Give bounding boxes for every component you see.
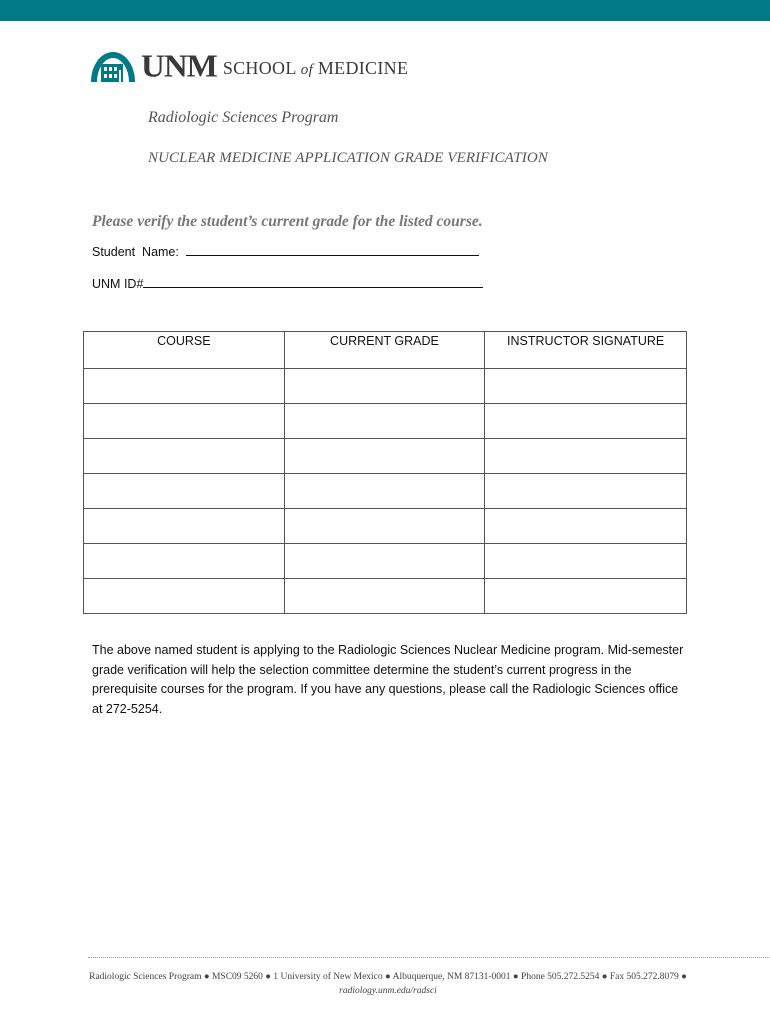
course-cell[interactable] [84, 369, 285, 404]
table-header-row [84, 332, 687, 369]
unm-id-label: UNM ID# [92, 277, 144, 291]
logo-unm-text: UNM [141, 49, 217, 85]
signature-cell[interactable] [485, 544, 687, 579]
header-current-grade: CURRENT GRADE [284, 332, 485, 369]
instruction-text: Please verify the student’s current grade for the listed course. [92, 213, 483, 230]
grade-cell[interactable] [284, 474, 485, 509]
course-cell[interactable] [84, 474, 285, 509]
grade-cell[interactable] [284, 404, 485, 439]
course-cell[interactable] [84, 579, 285, 614]
signature-cell[interactable] [485, 579, 687, 614]
footer-url: radiology.unm.edu/radsci [339, 986, 437, 996]
table-row [84, 369, 687, 404]
signature-cell[interactable] [485, 474, 687, 509]
header-course: COURSE [84, 332, 285, 369]
table-row [84, 509, 687, 544]
course-cell[interactable] [84, 544, 285, 579]
course-cell[interactable] [84, 439, 285, 474]
signature-cell[interactable] [485, 439, 687, 474]
signature-cell[interactable] [485, 509, 687, 544]
unm-building-arc-icon [89, 48, 137, 84]
program-title: Radiologic Sciences Program [148, 109, 339, 126]
grade-cell[interactable] [284, 509, 485, 544]
form-title: NUCLEAR MEDICINE APPLICATION GRADE VERIFICATION [148, 150, 548, 166]
table-row [84, 544, 687, 579]
table-row [84, 579, 687, 614]
table-row [84, 439, 687, 474]
top-banner-bar [0, 0, 770, 21]
footer [88, 970, 688, 998]
student-name-label: Student Name: [92, 245, 186, 259]
footer-divider [88, 957, 770, 958]
student-name-field [92, 244, 479, 259]
grade-table [83, 331, 687, 614]
signature-cell[interactable] [485, 404, 687, 439]
unm-id-input-line[interactable] [143, 276, 483, 288]
grade-cell[interactable] [284, 369, 485, 404]
logo-school-text: SCHOOL of MEDICINE [222, 58, 409, 78]
signature-cell[interactable] [485, 369, 687, 404]
unm-id-field [92, 276, 483, 291]
table-row [84, 404, 687, 439]
header-instructor-signature: INSTRUCTOR SIGNATURE [485, 332, 687, 369]
grade-cell[interactable] [284, 439, 485, 474]
grade-cell[interactable] [284, 579, 485, 614]
table-row [84, 474, 687, 509]
unm-logo [89, 44, 408, 84]
body-paragraph: The above named student is applying to the Radiologic Sciences Nuclear Medicine program. Mid-semester grade verification will help the selection committee determine the student’s current progress in the prerequisite courses for the program. If you have any questions, please call the Radiologic Sciences office at 272-5254. [92, 643, 684, 716]
student-name-input-line[interactable] [186, 244, 479, 256]
course-cell[interactable] [84, 404, 285, 439]
footer-address: Radiologic Sciences Program ● MSC09 5260 ● 1 University of New Mexico ● Albuquerque, NM 87131-0001 ● Phone 505.272.5254 ● Fax 505.272.8079 ● [89, 972, 687, 982]
course-cell[interactable] [84, 509, 285, 544]
grade-cell[interactable] [284, 544, 485, 579]
